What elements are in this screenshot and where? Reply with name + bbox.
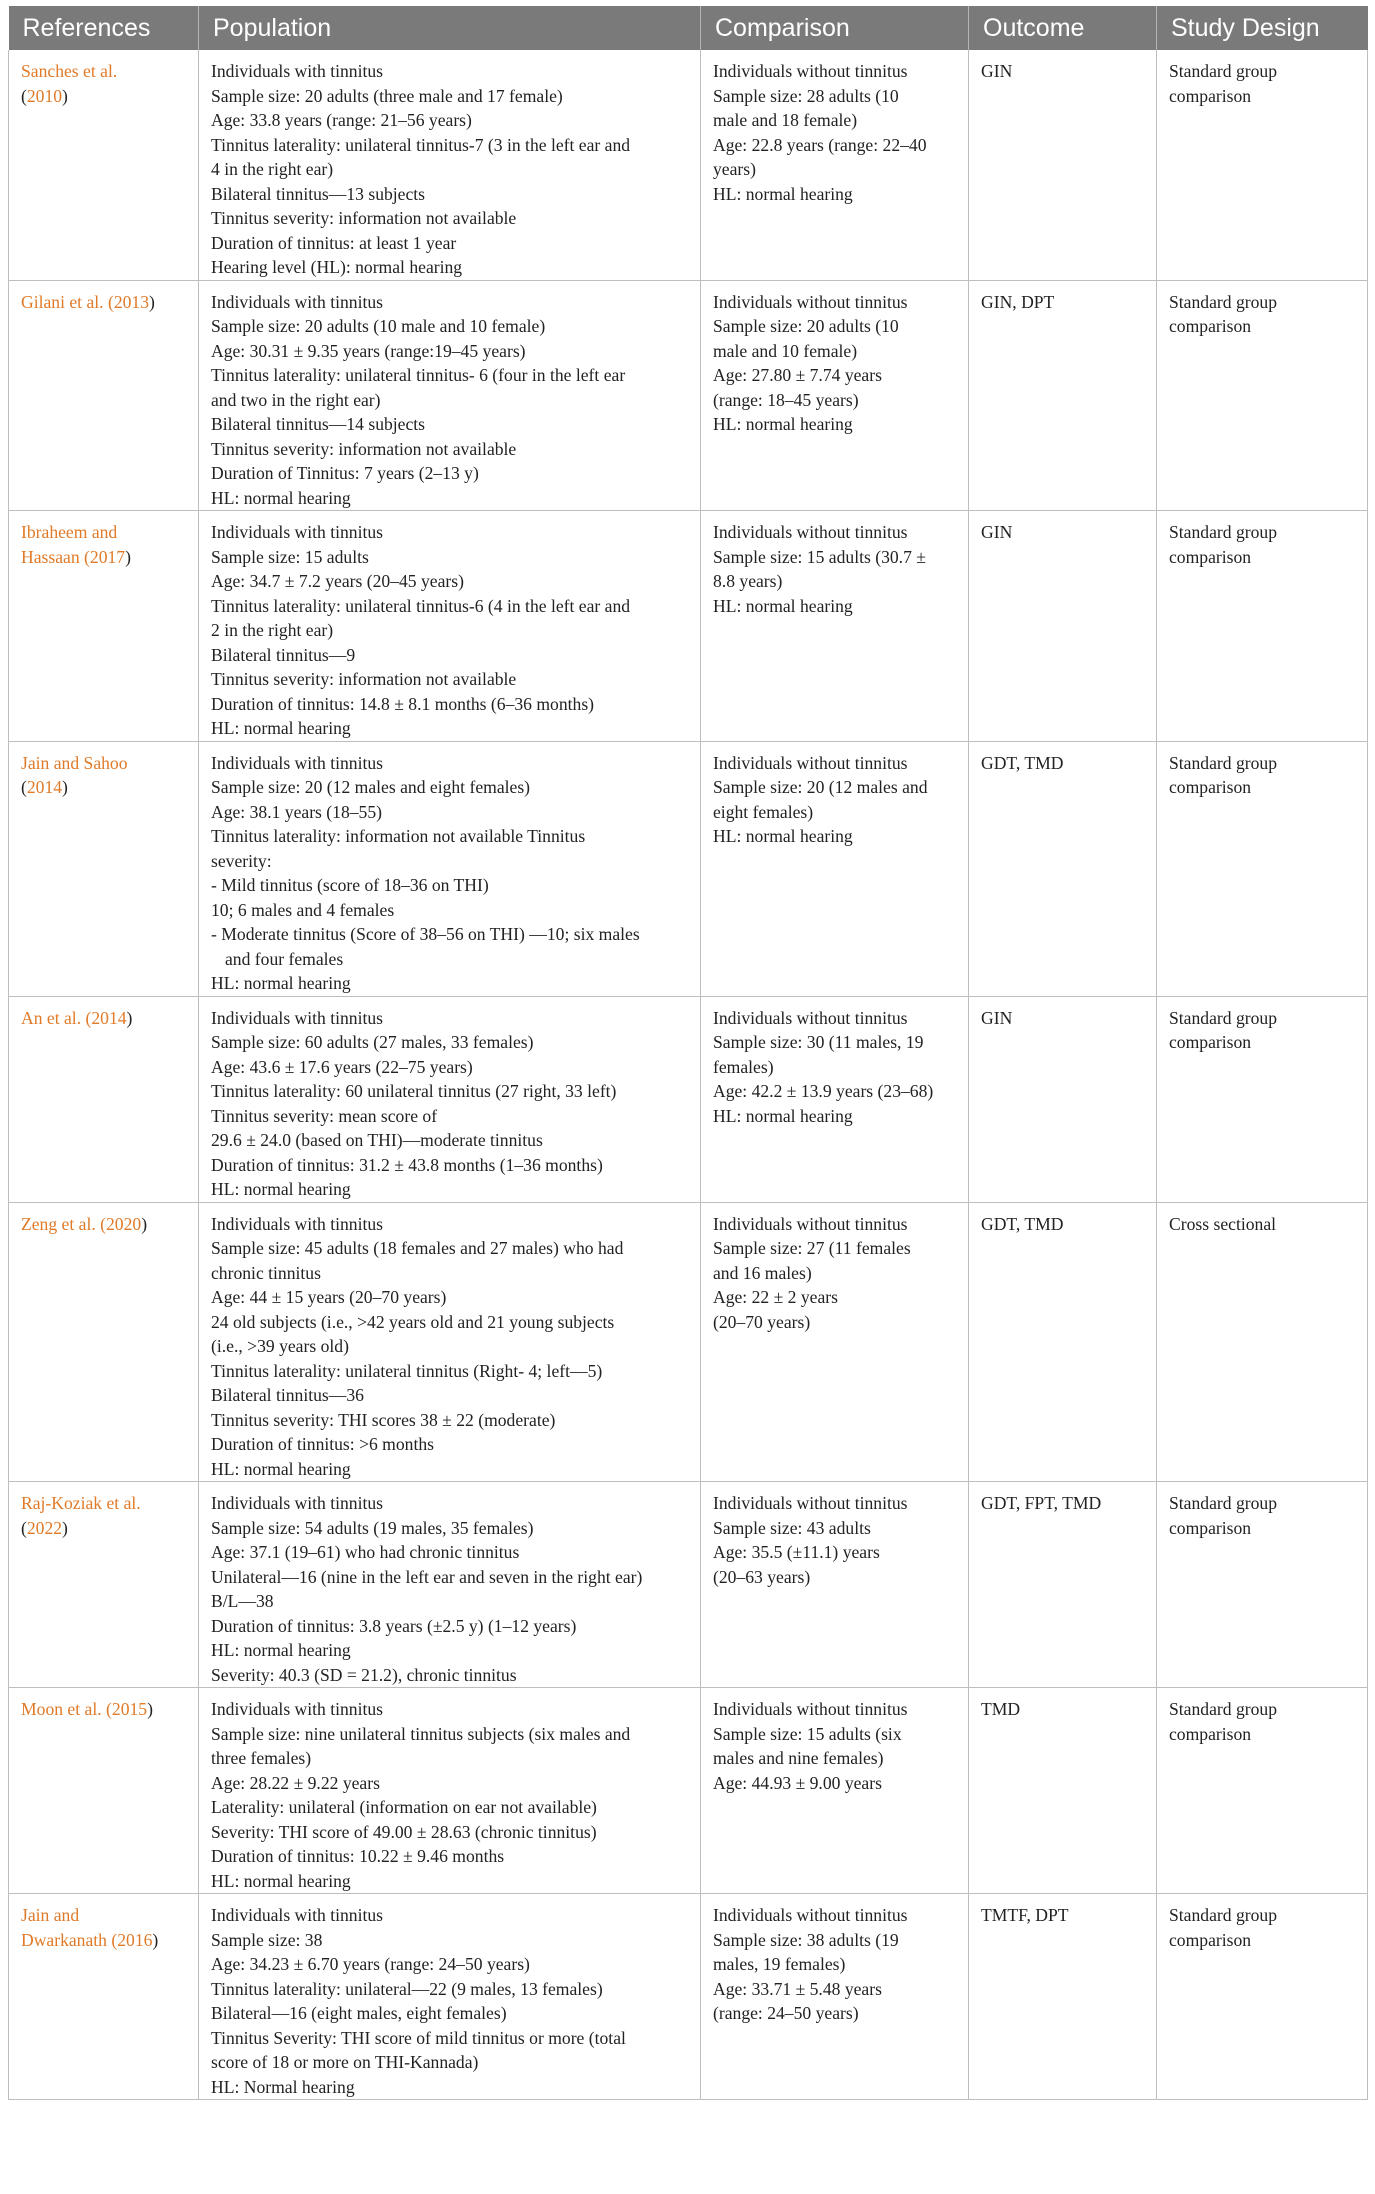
population-cell-line: Sample size: 60 adults (27 males, 33 females) <box>211 1032 534 1052</box>
table-row <box>9 1202 1368 1482</box>
reference-line <box>21 545 192 570</box>
population-cell-line: Duration of tinnitus: at least 1 year <box>211 232 457 253</box>
comparison-cell-line: (20–70 years) <box>713 1311 811 1332</box>
population-cell-line: Age: 34.7 ± 7.2 years (20–45 years) <box>211 571 464 591</box>
outcome-cell-line: GDT, FPT, TMD <box>981 1493 1102 1513</box>
comparison-cell-line: 8.8 years) <box>713 571 783 591</box>
reference-author-link[interactable]: Jain and <box>21 1905 80 1925</box>
comparison-cell <box>701 280 969 511</box>
study-design-cell-line: Standard group <box>1169 522 1277 542</box>
reference-author-link[interactable]: Raj-Koziak et al. <box>21 1493 141 1513</box>
population-cell-line: Bilateral tinnitus—9 <box>211 644 356 665</box>
study-design-cell-line: Standard group <box>1169 752 1277 773</box>
population-cell-line: Tinnitus laterality: 60 unilateral tinnitus (27 right, 33 left) <box>211 1081 617 1101</box>
comparison-cell <box>701 1482 969 1688</box>
study-design-cell <box>1157 1894 1368 2100</box>
comparison-cell-line: Individuals without tinnitus <box>713 1905 908 1925</box>
population-cell-line: 4 in the right ear) <box>211 159 334 179</box>
table-row <box>9 1688 1368 1894</box>
population-cell <box>199 1482 701 1688</box>
study-design-cell <box>1157 1688 1368 1894</box>
reference-line <box>21 59 192 84</box>
population-cell <box>199 1202 701 1482</box>
study-design-cell <box>1157 741 1368 996</box>
population-cell-line: Sample size: 20 (12 males and eight females) <box>211 777 531 797</box>
outcome-cell-line: GIN, DPT <box>981 291 1055 312</box>
reference-cell <box>9 511 199 742</box>
reference-cell <box>9 1688 199 1894</box>
population-cell-line: Individuals with tinnitus <box>211 61 384 81</box>
reference-paren: ) <box>149 291 155 312</box>
population-cell-line: Tinnitus laterality: unilateral tinnitus (Right- 4; left—5) <box>211 1360 603 1381</box>
comparison-cell-line: HL: normal hearing <box>713 183 853 204</box>
reference-line <box>21 1903 192 1928</box>
outcome-cell-line: TMTF, DPT <box>981 1905 1069 1925</box>
table-body <box>9 50 1368 2100</box>
population-cell-line: 2 in the right ear) <box>211 620 334 640</box>
population-cell-line: Tinnitus laterality: unilateral tinnitus- 6 (four in the left ear <box>211 365 626 385</box>
comparison-cell-line: male and 10 female) <box>713 340 858 361</box>
population-cell-line: and four females <box>225 948 344 969</box>
reference-year-link[interactable]: 2014 <box>91 1007 127 1028</box>
study-design-cell <box>1157 280 1368 511</box>
table-row <box>9 280 1368 511</box>
reference-line <box>21 1491 192 1516</box>
reference-author-link[interactable]: Gilani et al. ( <box>21 291 114 312</box>
study-design-cell-line: comparison <box>1169 1723 1252 1744</box>
study-design-cell-line: Standard group <box>1169 61 1277 81</box>
population-cell-line: Sample size: 38 <box>211 1929 323 1950</box>
reference-paren: ) <box>152 1929 159 1950</box>
study-design-cell-line: comparison <box>1169 777 1252 797</box>
table-row <box>9 511 1368 742</box>
comparison-cell-line: years) <box>713 159 756 179</box>
population-cell-line: Duration of tinnitus: 10.22 ± 9.46 months <box>211 1846 505 1866</box>
outcome-cell-line: GDT, TMD <box>981 1213 1064 1234</box>
population-cell-line: - Mild tinnitus (score of 18–36 on THI) <box>211 875 489 895</box>
comparison-cell-line: HL: normal hearing <box>713 414 853 434</box>
table-row <box>9 50 1368 280</box>
reference-author-link[interactable]: Jain and Sahoo <box>21 752 128 773</box>
comparison-cell <box>701 741 969 996</box>
population-cell-line: HL: normal hearing <box>211 1640 351 1660</box>
comparison-cell <box>701 511 969 742</box>
population-cell-line: Tinnitus severity: information not available <box>211 669 517 689</box>
population-cell-line: three females) <box>211 1748 312 1768</box>
population-cell-line: Sample size: 45 adults (18 females and 27 males) who had <box>211 1238 624 1258</box>
comparison-cell-line: females) <box>713 1056 774 1077</box>
population-cell-line: Duration of tinnitus: >6 months <box>211 1434 434 1454</box>
population-cell-line: Age: 34.23 ± 6.70 years (range: 24–50 years) <box>211 1954 530 1974</box>
comparison-cell-line: and 16 males) <box>713 1262 812 1283</box>
population-cell <box>199 996 701 1202</box>
population-cell-line: Hearing level (HL): normal hearing <box>211 257 463 277</box>
study-design-cell-line: comparison <box>1169 1032 1252 1052</box>
population-cell <box>199 1688 701 1894</box>
outcome-cell <box>969 996 1157 1202</box>
population-cell-line: HL: normal hearing <box>211 1870 351 1891</box>
population-cell <box>199 1894 701 2100</box>
reference-line <box>21 290 192 315</box>
table-row <box>9 1894 1368 2100</box>
reference-paren: ) <box>125 546 131 567</box>
outcome-cell <box>969 1688 1157 1894</box>
population-cell-line: 29.6 ± 24.0 (based on THI)—moderate tinnitus <box>211 1130 543 1150</box>
reference-cell <box>9 50 199 280</box>
population-cell-line: HL: normal hearing <box>211 1458 351 1479</box>
population-cell-line: Individuals with tinnitus <box>211 1007 384 1028</box>
reference-line <box>21 1516 192 1541</box>
population-cell-line: and two in the right ear) <box>211 389 381 410</box>
header-outcome: Outcome <box>969 6 1157 50</box>
population-cell-line: Tinnitus laterality: unilateral—22 (9 males, 13 females) <box>211 1978 603 1999</box>
comparison-cell-line: Age: 27.80 ± 7.74 years <box>713 365 882 385</box>
comparison-cell-line: Sample size: 15 adults (30.7 ± <box>713 546 926 567</box>
population-cell-line: chronic tinnitus <box>211 1262 321 1283</box>
study-design-cell-line: Standard group <box>1169 1007 1277 1028</box>
population-cell-line: HL: normal hearing <box>211 1179 351 1199</box>
population-cell-line: Age: 43.6 ± 17.6 years (22–75 years) <box>211 1056 473 1077</box>
reference-author-link[interactable]: Hassaan ( <box>21 546 90 567</box>
population-cell-line: HL: normal hearing <box>211 487 351 508</box>
header-population: Population <box>199 6 701 50</box>
outcome-cell-line: GDT, TMD <box>981 752 1064 773</box>
comparison-cell-line: Individuals without tinnitus <box>713 1213 908 1234</box>
reference-author-link[interactable]: Zeng et al. ( <box>21 1213 106 1234</box>
population-cell-line: Age: 38.1 years (18–55) <box>211 801 383 822</box>
population-cell-line: Tinnitus severity: information not available <box>211 208 517 228</box>
population-cell-line: Individuals with tinnitus <box>211 1213 384 1234</box>
population-cell-line: Severity: THI score of 49.00 ± 28.63 (chronic tinnitus) <box>211 1821 597 1842</box>
table-row <box>9 741 1368 996</box>
comparison-cell-line: Individuals without tinnitus <box>713 291 908 312</box>
population-cell-line: Tinnitus severity: information not available <box>211 438 517 459</box>
population-cell <box>199 280 701 511</box>
comparison-cell-line: Age: 42.2 ± 13.9 years (23–68) <box>713 1081 934 1101</box>
population-cell-line: 10; 6 males and 4 females <box>211 899 395 920</box>
study-design-cell-line: comparison <box>1169 85 1252 106</box>
population-cell-line: Tinnitus severity: THI scores 38 ± 22 (moderate) <box>211 1409 556 1430</box>
population-cell-line: Sample size: 54 adults (19 males, 35 females) <box>211 1517 534 1538</box>
population-cell-line: Age: 30.31 ± 9.35 years (range:19–45 years) <box>211 340 526 361</box>
comparison-cell-line: Sample size: 15 adults (six <box>713 1723 902 1744</box>
population-cell-line: Sample size: 20 adults (10 male and 10 female) <box>211 316 546 336</box>
outcome-cell-line: GIN <box>981 61 1013 81</box>
population-cell-line: Individuals with tinnitus <box>211 522 384 542</box>
population-cell-line: Duration of tinnitus: 31.2 ± 43.8 months (1–36 months) <box>211 1154 603 1175</box>
reference-cell <box>9 1482 199 1688</box>
comparison-cell-line: eight females) <box>713 801 814 822</box>
population-cell-line: B/L—38 <box>211 1591 274 1611</box>
comparison-cell-line: Age: 44.93 ± 9.00 years <box>713 1772 882 1793</box>
comparison-cell-line: Sample size: 38 adults (19 <box>713 1929 899 1950</box>
study-design-cell-line: comparison <box>1169 1929 1252 1950</box>
comparison-cell-line: Sample size: 27 (11 females <box>713 1238 911 1258</box>
comparison-cell-line: males and nine females) <box>713 1748 884 1768</box>
comparison-cell-line: HL: normal hearing <box>713 595 853 616</box>
references-table <box>8 6 1368 2100</box>
outcome-cell <box>969 1482 1157 1688</box>
reference-paren: ) <box>141 1213 148 1234</box>
population-cell-line: Bilateral—16 (eight males, eight females) <box>211 2003 507 2023</box>
table-row <box>9 996 1368 1202</box>
population-cell-line: 24 old subjects (i.e., >42 years old and 21 young subjects <box>211 1311 615 1332</box>
outcome-cell <box>969 1894 1157 2100</box>
population-cell-line: Sample size: 20 adults (three male and 17 female) <box>211 85 563 106</box>
reference-year-link[interactable]: 2013 <box>113 291 150 312</box>
reference-line <box>21 84 192 109</box>
table-container <box>8 6 1367 2100</box>
reference-line <box>21 751 192 776</box>
comparison-cell <box>701 1894 969 2100</box>
table-row <box>9 1482 1368 1688</box>
population-cell-line: Age: 33.8 years (range: 21–56 years) <box>211 110 472 130</box>
outcome-cell <box>969 511 1157 742</box>
population-cell-line: Individuals with tinnitus <box>211 291 384 312</box>
population-cell-line: Tinnitus Severity: THI score of mild tinnitus or more (total <box>211 2027 626 2048</box>
population-cell-line: Tinnitus laterality: unilateral tinnitus-6 (4 in the left ear and <box>211 595 631 616</box>
outcome-cell-line: GIN <box>981 1007 1013 1028</box>
population-cell-line: HL: normal hearing <box>211 718 351 738</box>
header-study-design: Study Design <box>1157 6 1368 50</box>
comparison-cell-line: Age: 35.5 (±11.1) years <box>713 1542 880 1562</box>
study-design-cell-line: comparison <box>1169 1517 1252 1538</box>
study-design-cell <box>1157 1482 1368 1688</box>
reference-line <box>21 1928 192 1953</box>
reference-author-link[interactable]: Moon et al. ( <box>21 1699 112 1719</box>
population-cell-line: Tinnitus severity: mean score of <box>211 1105 438 1126</box>
study-design-cell-line: Standard group <box>1169 1493 1277 1513</box>
reference-year-link[interactable]: 2014 <box>26 777 63 797</box>
study-design-cell-line: Standard group <box>1169 1905 1277 1925</box>
reference-year-link[interactable]: 2020 <box>106 1213 142 1234</box>
population-cell-line: Individuals with tinnitus <box>211 1905 384 1925</box>
comparison-cell-line: (range: 24–50 years) <box>713 2003 859 2023</box>
comparison-cell-line: Age: 22 ± 2 years <box>713 1287 838 1307</box>
population-cell-line: Bilateral tinnitus—36 <box>211 1385 364 1405</box>
population-cell-line: Tinnitus laterality: unilateral tinnitus-7 (3 in the left ear and <box>211 134 631 155</box>
comparison-cell-line: Sample size: 20 adults (10 <box>713 316 899 336</box>
population-cell-line: - Moderate tinnitus (Score of 38–56 on THI) —10; six males <box>211 924 640 944</box>
comparison-cell <box>701 50 969 280</box>
reference-author-link[interactable]: Ibraheem and <box>21 522 118 542</box>
comparison-cell-line: Individuals without tinnitus <box>713 1007 908 1028</box>
comparison-cell-line: Sample size: 43 adults <box>713 1517 871 1538</box>
comparison-cell <box>701 996 969 1202</box>
population-cell-line: Duration of tinnitus: 14.8 ± 8.1 months (6–36 months) <box>211 693 595 714</box>
comparison-cell-line: Sample size: 20 (12 males and <box>713 777 928 797</box>
study-design-cell <box>1157 511 1368 742</box>
comparison-cell-line: (20–63 years) <box>713 1566 811 1587</box>
comparison-cell-line: Age: 22.8 years (range: 22–40 <box>713 134 927 155</box>
population-cell-line: Bilateral tinnitus—14 subjects <box>211 414 426 434</box>
population-cell-line: HL: normal hearing <box>211 973 351 993</box>
comparison-cell-line: Sample size: 28 adults (10 <box>713 85 899 106</box>
reference-year-link[interactable]: 2017 <box>89 546 126 567</box>
reference-paren: ( <box>21 777 27 797</box>
header-references: References <box>9 6 199 50</box>
reference-line <box>21 1212 192 1237</box>
comparison-cell-line: Individuals without tinnitus <box>713 522 908 542</box>
comparison-cell-line: HL: normal hearing <box>713 826 853 846</box>
reference-cell <box>9 1894 199 2100</box>
outcome-cell <box>969 741 1157 996</box>
comparison-cell-line: males, 19 females) <box>713 1954 846 1974</box>
reference-year-link[interactable]: 2016 <box>117 1929 153 1950</box>
population-cell <box>199 741 701 996</box>
comparison-cell-line: Age: 33.71 ± 5.48 years <box>713 1978 882 1999</box>
outcome-cell-line: TMD <box>981 1699 1021 1719</box>
header-row <box>9 6 1368 50</box>
population-cell-line: severity: <box>211 850 272 871</box>
reference-cell <box>9 280 199 511</box>
comparison-cell-line: Individuals without tinnitus <box>713 1493 908 1513</box>
reference-cell <box>9 996 199 1202</box>
study-design-cell <box>1157 50 1368 280</box>
population-cell <box>199 50 701 280</box>
population-cell-line: Age: 28.22 ± 9.22 years <box>211 1772 380 1793</box>
comparison-cell-line: Individuals without tinnitus <box>713 752 908 773</box>
population-cell-line: Age: 44 ± 15 years (20–70 years) <box>211 1287 447 1307</box>
population-cell-line: Duration of tinnitus: 3.8 years (±2.5 y) (1–12 years) <box>211 1615 577 1636</box>
comparison-cell-line: male and 18 female) <box>713 110 858 130</box>
reference-author-link[interactable]: Sanches et al. <box>21 61 118 81</box>
comparison-cell-line: HL: normal hearing <box>713 1105 853 1126</box>
outcome-cell <box>969 50 1157 280</box>
reference-line <box>21 520 192 545</box>
population-cell <box>199 511 701 742</box>
comparison-cell-line: Individuals without tinnitus <box>713 61 908 81</box>
reference-line <box>21 1697 192 1722</box>
study-design-cell-line: comparison <box>1169 316 1252 336</box>
header-comparison: Comparison <box>701 6 969 50</box>
population-cell-line: Tinnitus laterality: information not available Tinnitus <box>211 826 586 846</box>
population-cell-line: Sample size: nine unilateral tinnitus subjects (six males and <box>211 1723 631 1744</box>
population-cell-line: Sample size: 15 adults <box>211 546 369 567</box>
reference-paren: ) <box>126 1007 133 1028</box>
study-design-cell-line: Standard group <box>1169 291 1277 312</box>
population-cell-line: Bilateral tinnitus—13 subjects <box>211 183 426 204</box>
outcome-cell <box>969 1202 1157 1482</box>
comparison-cell <box>701 1202 969 1482</box>
outcome-cell-line: GIN <box>981 522 1013 542</box>
comparison-cell-line: (range: 18–45 years) <box>713 389 859 410</box>
reference-cell <box>9 1202 199 1482</box>
population-cell-line: Age: 37.1 (19–61) who had chronic tinnitus <box>211 1542 520 1562</box>
reference-author-link[interactable]: Dwarkanath ( <box>21 1929 118 1950</box>
population-cell-line: score of 18 or more on THI-Kannada) <box>211 2052 479 2072</box>
reference-cell <box>9 741 199 996</box>
population-cell-line: Individuals with tinnitus <box>211 752 384 773</box>
reference-paren: ( <box>21 85 27 106</box>
comparison-cell-line: Individuals without tinnitus <box>713 1699 908 1719</box>
reference-author-link[interactable]: An et al. ( <box>21 1007 92 1028</box>
comparison-cell-line: Sample size: 30 (11 males, 19 <box>713 1032 924 1052</box>
population-cell-line: Individuals with tinnitus <box>211 1493 384 1513</box>
population-cell-line: (i.e., >39 years old) <box>211 1336 349 1356</box>
study-design-cell <box>1157 1202 1368 1482</box>
outcome-cell <box>969 280 1157 511</box>
reference-year-link[interactable]: 2015 <box>111 1699 148 1719</box>
reference-paren: ) <box>62 777 68 797</box>
study-design-cell-line: Standard group <box>1169 1699 1277 1719</box>
reference-year-link[interactable]: 2010 <box>26 85 63 106</box>
population-cell-line: Severity: 40.3 (SD = 21.2), chronic tinnitus <box>211 1664 517 1685</box>
reference-paren: ( <box>21 1517 27 1538</box>
study-design-cell-line: Cross sectional <box>1169 1213 1277 1234</box>
population-cell-line: HL: Normal hearing <box>211 2076 355 2097</box>
reference-year-link[interactable]: 2022 <box>26 1517 63 1538</box>
reference-line <box>21 1006 192 1031</box>
study-design-cell <box>1157 996 1368 1202</box>
population-cell-line: Unilateral—16 (nine in the left ear and seven in the right ear) <box>211 1566 643 1587</box>
population-cell-line: Duration of Tinnitus: 7 years (2–13 y) <box>211 463 479 483</box>
reference-paren: ) <box>62 85 68 106</box>
reference-line <box>21 775 192 800</box>
study-design-cell-line: comparison <box>1169 546 1252 567</box>
population-cell-line: Laterality: unilateral (information on ear not available) <box>211 1797 597 1817</box>
population-cell-line: Individuals with tinnitus <box>211 1699 384 1719</box>
comparison-cell <box>701 1688 969 1894</box>
reference-paren: ) <box>147 1699 153 1719</box>
reference-paren: ) <box>62 1517 68 1538</box>
